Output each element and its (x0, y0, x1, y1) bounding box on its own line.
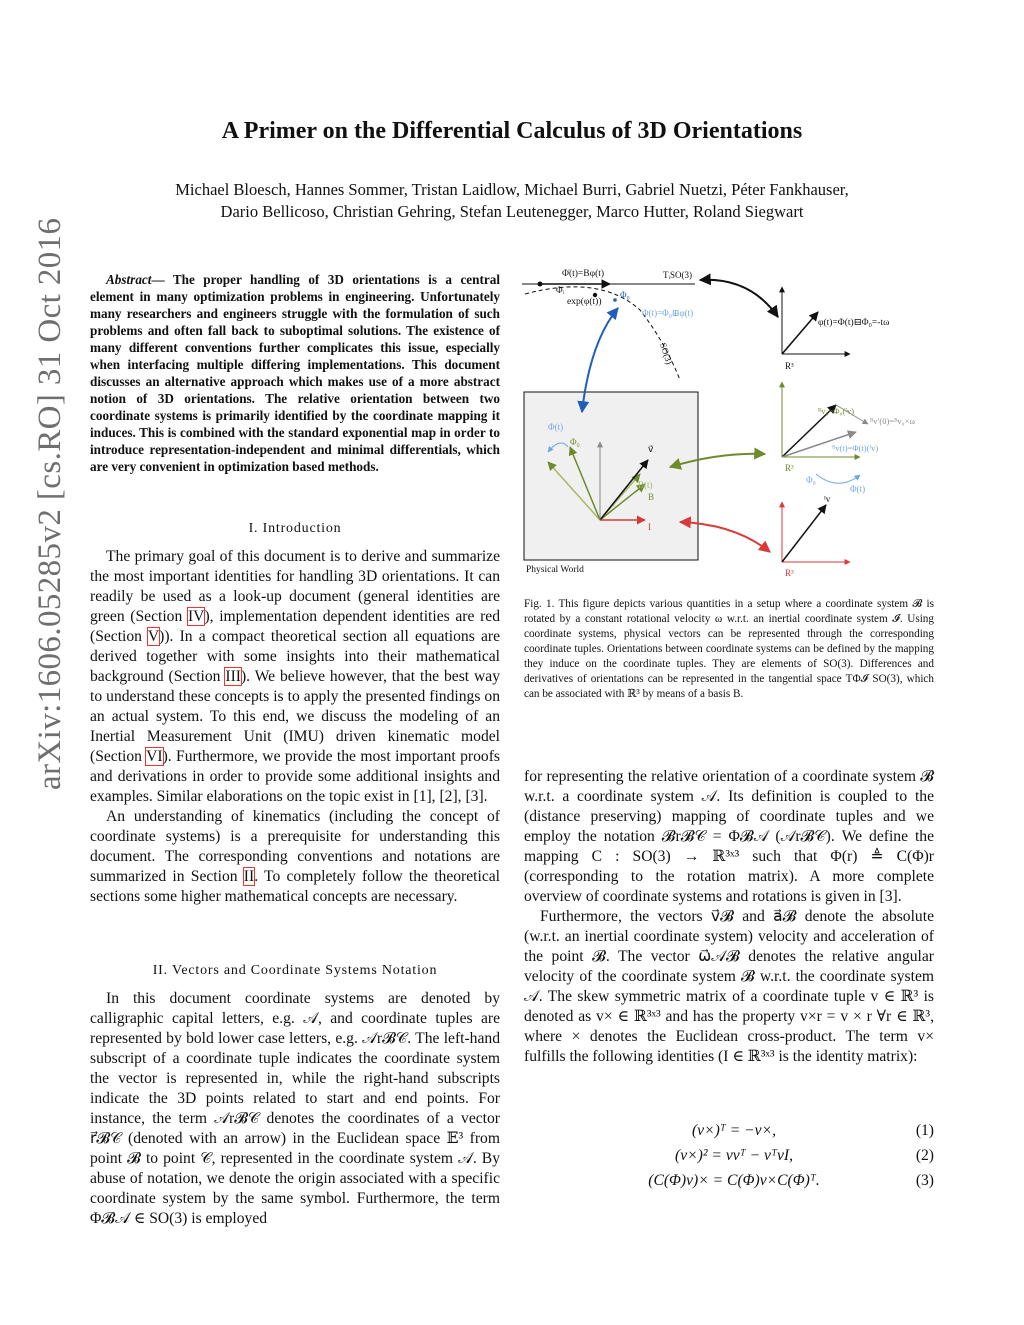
label-pw-v: v⃗ (648, 444, 654, 454)
equation-1: (v×)ᵀ = −v×, (691, 1122, 777, 1139)
introduction-body (90, 547, 500, 907)
label-phi-i: Φᵢ (556, 285, 565, 295)
text-span: . To completely follow the theoretical sections some higher mathematical concepts are necessary. (90, 868, 501, 905)
label-r3-top: R³ (785, 361, 794, 371)
label-r3-red: R³ (785, 568, 794, 578)
equation-2: (v×)² = vvᵀ − vᵀvI, (675, 1147, 793, 1164)
section-link-iv[interactable]: IV (187, 608, 205, 625)
phi-i-point (538, 282, 543, 287)
label-bvt: ᴮv(t)=Φ(t)(ᴵv) (832, 443, 879, 453)
equation-row-2 (524, 1147, 934, 1169)
phi-t-point (613, 298, 617, 302)
section-link-vi[interactable]: VI (146, 748, 163, 765)
label-pw-phi-0: Φ₀ (570, 437, 580, 447)
label-phi-0: Φ₀ (620, 290, 630, 300)
right-paragraph-2: Furthermore, the vectors v⃗𝓑 and a⃗𝓑 denote the absolute (w.r.t. an inertial coordinate system) velocity and acceleration of the point 𝓑. The vector ω⃗𝒜𝓑 denotes the relative angular velocity of the coordinate system 𝓑 w.r.t. the coordinate system 𝒜. The skew symmetric matrix of a coordinate tuple v ∈ ℝ³ is denoted as v× ∈ ℝ³ˣ³ and has the property v×r = v × r ∀r ∈ ℝ³, where × denotes the Euclidean cross-product. The term v× fulfills the following identities (I ∈ ℝ³ˣ³ is the identity matrix): (524, 908, 934, 1065)
text-span: ). We believe however, that the best way to understand these concepts is to apply the presented findings on an actual system. To this end, we discuss the modeling of an Inertial Measurement Unit (IMU) driven kinematic model (Section (90, 668, 500, 765)
tangent-to-r3-map-arrow (700, 280, 778, 317)
label-iv: ᴵv (824, 494, 831, 504)
label-tangent-space: TᵢSO(3) (663, 270, 692, 280)
label-r3-green: R³ (785, 463, 794, 473)
section-link-ii[interactable]: II (243, 868, 255, 885)
section-link-iii[interactable]: III (225, 668, 241, 685)
right-column-body (524, 767, 934, 1067)
abstract (90, 271, 500, 475)
equation-number-1: (1) (915, 1122, 934, 1139)
text-span: )). In a compact theoretical section all equations are derived together with some insights into their mathematical background (Section (90, 628, 500, 685)
figure-1-diagram (520, 262, 940, 582)
phi-t-vector (782, 312, 818, 354)
section-link-v[interactable]: V (147, 628, 160, 645)
label-physical-world: Physical World (526, 565, 584, 575)
paper-title: A Primer on the Differential Calculus of 3D Orientations (221, 118, 803, 144)
text-span: ), implementation dependent identities are red (Section (90, 608, 500, 645)
label-phi-dot: Φ̇(t)=Bφ(t) (562, 269, 605, 279)
label-bv0: ᴮv₀=Φ₀(ᴵv) (818, 406, 855, 416)
text-span: The primary goal of this document is to derive and summarize the most important identities for handling 3D orientations. It can readily be used as a look-up document (general identities are green (Section (90, 548, 500, 625)
label-phi-t-eq: φ(t)=Φ(t)⊟Φ₀=-tω (818, 318, 890, 328)
text-span: An understanding of kinematics (including the concept of coordinate systems) is a prerequisite for understanding this document. The corresponding conventions and notations are summarized in Section (90, 808, 500, 885)
figure-1-caption: Fig. 1. This figure depicts various quantities in a setup where a coordinate system 𝓑 is rotated by a constant rotational velocity ω w.r.t. an inertial coordinate system 𝓘. Using coordinate systems, physical vectors can be represented through the corresponding coordinate tuples. Orientations between coordinate systems can be defined by the mapping they induce on the coordinate tuples. They are elements of SO(3). Differences and derivatives of orientations can be represented in the tangential space TΦ𝓘 SO(3), which can be associated with ℝ³ by means of a basis B. (524, 598, 934, 700)
label-exp-phi: exp(φ(t)) (567, 297, 602, 307)
intro-paragraph-1 (90, 547, 500, 807)
equation-number-3: (3) (915, 1172, 934, 1189)
physical-world-panel (524, 392, 698, 560)
right-paragraph-1: for representing the relative orientation of a coordinate system 𝓑 w.r.t. a coordinate system 𝒜. Its definition is coupled to the (distance preserving) mapping of coordinate tuples and we employ the notation 𝓑r𝓑𝒞 = Φ𝓑𝒜 (𝒜r𝓑𝒞). We define the mapping C : SO(3) → ℝ³ˣ³ such that Φ(r) ≜ C(Φ)r (corresponding to the rotation matrix). A more complete overview of coordinate systems and rotations is given in [3]. (524, 768, 934, 905)
label-pw-phi-t: Φ(t) (548, 422, 564, 432)
label-phi-boxplus: Φ(t)=Φ₀⊞φ(t) (642, 308, 694, 318)
label-bv-prime: ᴮv′(0)=ᴮv₀×ω (870, 416, 915, 426)
equation-number-2: (2) (915, 1147, 934, 1164)
label-pw-bt: B(t) (638, 480, 653, 490)
label-phit-green: Φ(t) (850, 484, 866, 494)
label-pw-i: I (648, 522, 651, 532)
authors-line-2: Dario Bellicoso, Christian Gehring, Stefan Leutenegger, Marco Hutter, Roland Siegwart (220, 202, 804, 221)
equation-row-3 (524, 1172, 934, 1194)
abstract-text: — The proper handling of 3D orientations is a central element in many optimization problems in engineering. Unfortunately many researchers and engineers struggle with the formulation of such problems and often fall back to suboptimal solutions. The existence of many different conventions further complicates this issue, especially when interfacing multiple differing implementations. This document discusses an alternative approach which makes use of a more abstract notion of 3D orientations. The relative orientation between two coordinate systems is primarily identified by the coordinate mapping it induces. This is combined with the standard exponential map in order to introduce representation-independent and minimal differentials, which are very convenient in optimization based methods. (90, 272, 500, 474)
arxiv-identifier: arXiv:1606.05285v2 [cs.RO] 31 Oct 2016 (32, 217, 68, 790)
intro-paragraph-2 (90, 807, 500, 907)
section-heading-introduction: I. Introduction (248, 521, 342, 536)
vectors-paragraph-1: In this document coordinate systems are denoted by calligraphic capital letters, e.g. 𝒜, and coordinate tuples are represented by bold lower case letters, e.g. 𝒜r𝓑𝒞. The left-hand subscript of a coordinate tuple indicates the coordinate system the vector is represented in, while the right-hand subscripts indicate the 3D points related to start and end points. For instance, the term 𝒜r𝓑𝒞 denotes the coordinates of a vector r⃗𝓑𝒞 (denoted with an arrow) in the Euclidean space 𝔼³ from point 𝓑 to point 𝒞, represented in the coordinate system 𝒜. By abuse of notation, we denote the origin associated with a specific coordinate system by the same symbol. Furthermore, the term Φ𝓑𝒜 ∈ SO(3) is employed (90, 990, 500, 1227)
green-phi-arc (816, 474, 860, 483)
abstract-label: Abstract (106, 272, 152, 287)
iv-vector (782, 505, 826, 562)
label-phi0-green: Φ₀ (806, 475, 816, 485)
label-pw-b: B (648, 492, 655, 502)
authors-line-1: Michael Bloesch, Hannes Sommer, Tristan Laidlow, Michael Burri, Gabriel Nuetzi, Péter Fankhauser, (175, 180, 849, 199)
vectors-body (90, 989, 500, 1229)
section-heading-vectors: II. Vectors and Coordinate Systems Notation (152, 963, 438, 978)
equation-3: (C(Φ)v)× = C(Φ)v×C(Φ)ᵀ. (648, 1172, 820, 1189)
equation-row-1 (524, 1122, 934, 1144)
label-so3: SO(3) (658, 341, 675, 366)
text-span: ). Furthermore, we provide the most important proofs and derivations in order to provide some additional insights and examples. Similar elaborations on the topic exist in [1], [2], [3]. (90, 748, 500, 805)
